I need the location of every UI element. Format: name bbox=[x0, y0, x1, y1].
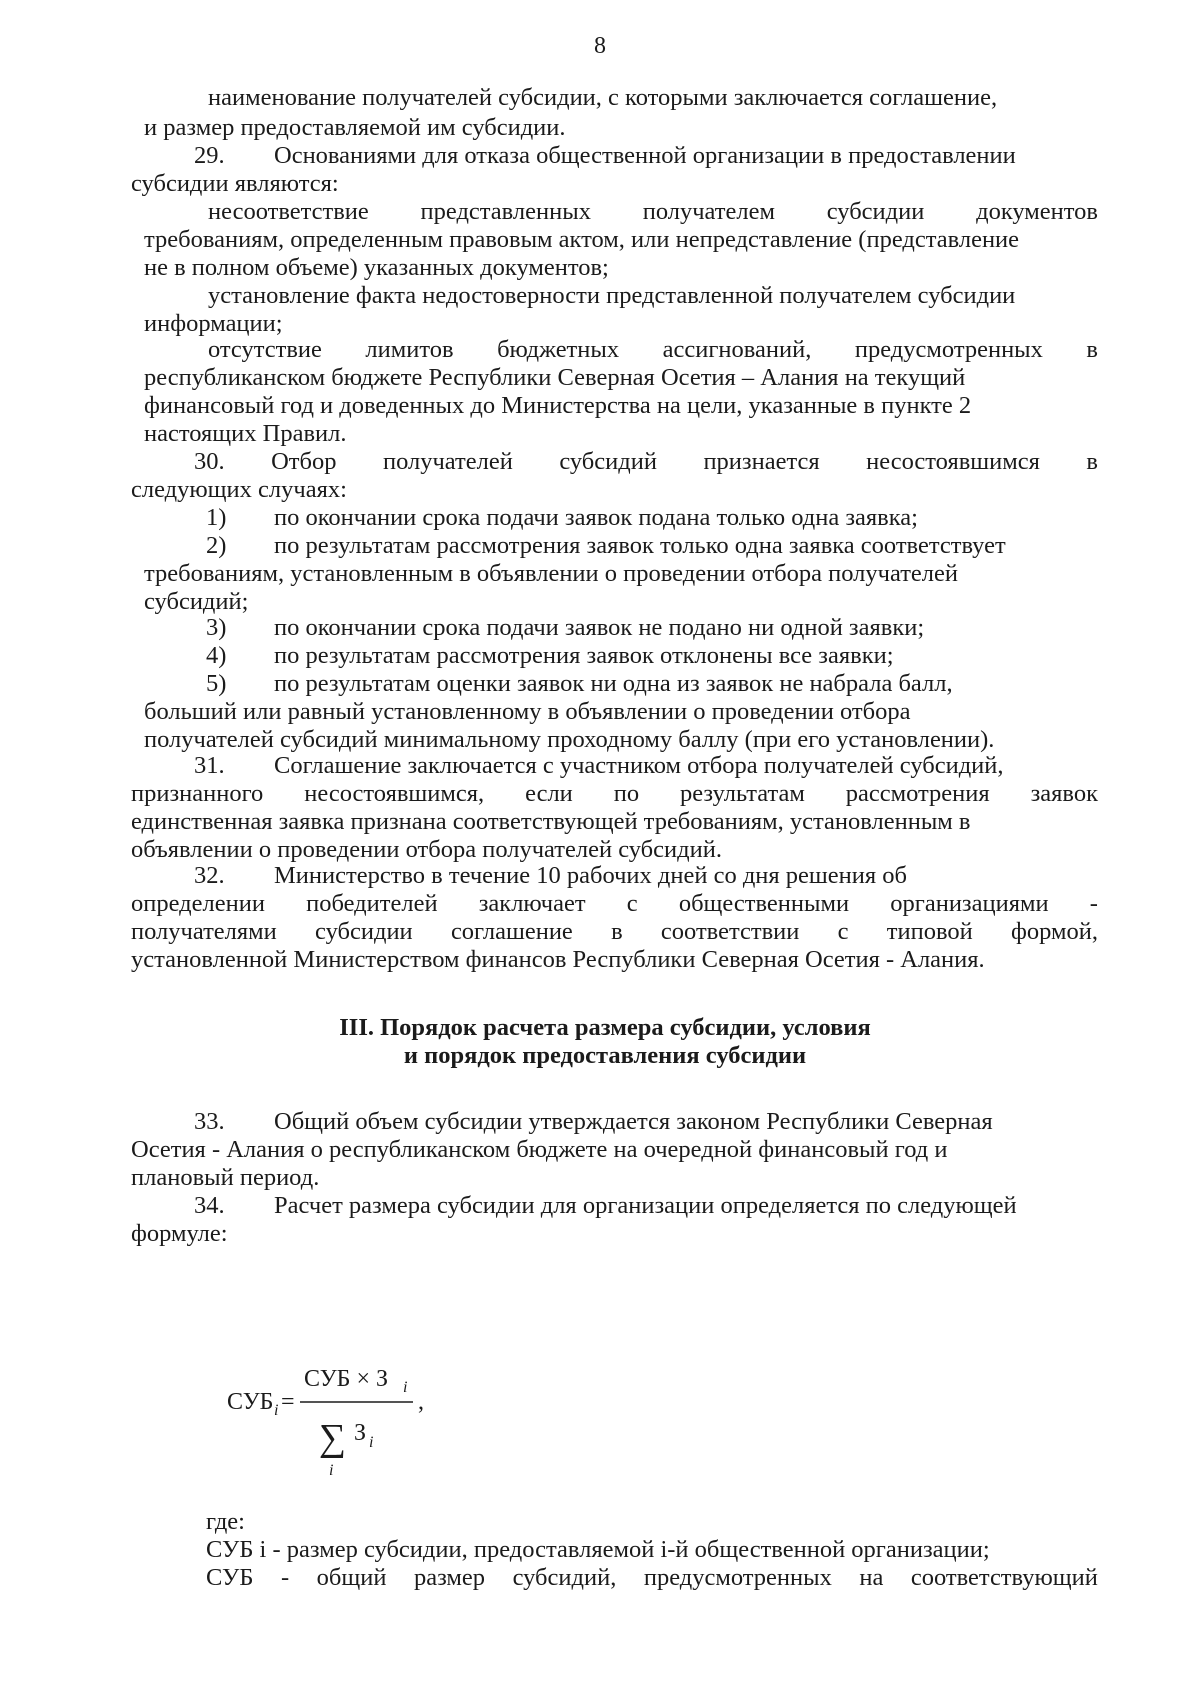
text-line: субсидии являются: bbox=[131, 170, 339, 197]
text-line: не в полном объеме) указанных документов; bbox=[144, 254, 609, 281]
text-line: СУБ i - размер субсидии, предоставляемой i-й общественной организации; bbox=[206, 1536, 990, 1563]
word: рассмотрения bbox=[845, 780, 990, 807]
word: признается bbox=[703, 448, 820, 475]
text-line: следующих случаях: bbox=[131, 476, 347, 503]
word: заявок bbox=[1030, 780, 1098, 807]
formula-numerator-sub: i bbox=[403, 1379, 408, 1396]
formula-lhs: СУБ bbox=[227, 1389, 274, 1415]
justified-line bbox=[131, 889, 1098, 919]
text-line: и размер предоставляемой им субсидии. bbox=[144, 114, 566, 141]
word: предусмотренных bbox=[854, 336, 1043, 363]
text-line: Соглашение заключается с участником отбора получателей субсидий, bbox=[274, 752, 1004, 779]
word: результатам bbox=[679, 780, 805, 807]
text-line: требованиям, установленным в объявлении о проведении отбора получателей bbox=[144, 560, 959, 587]
text-line: где: bbox=[206, 1508, 245, 1535]
word: СУБ bbox=[206, 1564, 254, 1591]
item-number: 31. bbox=[194, 752, 225, 779]
text-line: установление факта недостоверности представленной получателем субсидии bbox=[208, 282, 1016, 309]
word: победителей bbox=[306, 890, 438, 917]
text-line: получателей субсидий минимальному проходному баллу (при его установлении). bbox=[144, 726, 995, 753]
text-line: объявлении о проведении отбора получателей субсидий. bbox=[131, 836, 722, 863]
formula-denominator-sub: i bbox=[369, 1434, 374, 1451]
word: лимитов bbox=[365, 336, 454, 363]
text-line: субсидий; bbox=[144, 588, 249, 615]
formula-numerator: СУБ × З bbox=[304, 1366, 389, 1392]
text-line: плановый период. bbox=[131, 1164, 320, 1191]
word: размер bbox=[413, 1564, 486, 1591]
word: организациями bbox=[890, 890, 1049, 917]
item-number: 29. bbox=[194, 142, 225, 169]
word: с bbox=[837, 918, 849, 945]
text-line: больший или равный установленному в объявлении о проведении отбора bbox=[144, 698, 911, 725]
word: в bbox=[1086, 448, 1098, 475]
justified-line bbox=[208, 335, 1098, 365]
item-number: 32. bbox=[194, 862, 225, 889]
word: предусмотренных bbox=[643, 1564, 832, 1591]
word: типовой bbox=[886, 918, 973, 945]
text-line: Министерство в течение 10 рабочих дней со дня решения об bbox=[274, 862, 908, 889]
page-number: 8 bbox=[594, 33, 606, 59]
item-number: 1) bbox=[206, 504, 227, 531]
sigma-sub: i bbox=[329, 1462, 334, 1479]
section-heading: и порядок предоставления субсидии bbox=[403, 1042, 807, 1069]
text-line: по окончании срока подачи заявок подана только одна заявка; bbox=[274, 504, 918, 531]
item-number: 2) bbox=[206, 532, 227, 559]
word: ассигнований, bbox=[662, 336, 812, 363]
formula-eq: = bbox=[281, 1389, 295, 1415]
text-line: единственная заявка признана соответствующей требованиям, установленным в bbox=[131, 808, 971, 835]
word: получателей bbox=[382, 448, 513, 475]
word: представленных bbox=[420, 198, 591, 225]
formula-denominator: З bbox=[354, 1420, 367, 1446]
word: формой, bbox=[1010, 918, 1098, 945]
text-line: по результатам оценки заявок ни одна из заявок не набрала балл, bbox=[274, 670, 953, 697]
word: получателем bbox=[642, 198, 775, 225]
word: субсидий bbox=[559, 448, 657, 475]
word: несоответствие bbox=[208, 198, 369, 225]
text-line: по результатам рассмотрения заявок только одна заявка соответствует bbox=[274, 532, 1006, 559]
justified-line bbox=[208, 197, 1098, 227]
formula-comma: , bbox=[418, 1389, 424, 1415]
text-line: Расчет размера субсидии для организации определяется по следующей bbox=[274, 1192, 1017, 1219]
formula-lhs-sub: i bbox=[274, 1402, 279, 1419]
text-line: требованиям, определенным правовым актом, или непредставление (представление bbox=[144, 226, 1020, 253]
word: - bbox=[1089, 890, 1098, 917]
word: определении bbox=[131, 890, 265, 917]
word: в bbox=[611, 918, 623, 945]
item-number: 3) bbox=[206, 614, 227, 641]
text-line: по результатам рассмотрения заявок отклонены все заявки; bbox=[274, 642, 894, 669]
word: соответствующий bbox=[910, 1564, 1098, 1591]
text-line: установленной Министерством финансов Республики Северная Осетия - Алания. bbox=[131, 946, 985, 973]
sigma-symbol: ∑ bbox=[319, 1417, 347, 1459]
text-line: финансовый год и доведенных до Министерства на цели, указанные в пункте 2 bbox=[144, 392, 972, 419]
justified-line bbox=[131, 779, 1098, 809]
section-heading: III. Порядок расчета размера субсидии, условия bbox=[339, 1014, 871, 1041]
word: общественными bbox=[678, 890, 850, 917]
word: если bbox=[525, 780, 573, 807]
word: соответствии bbox=[660, 918, 800, 945]
item-number: 34. bbox=[194, 1192, 225, 1219]
word: в bbox=[1086, 336, 1098, 363]
item-number: 30. bbox=[194, 448, 225, 475]
item-number: 5) bbox=[206, 670, 227, 697]
word: заключает bbox=[478, 890, 586, 917]
subsidy-formula bbox=[227, 1360, 487, 1480]
text-line: наименование получателей субсидии, с которыми заключается соглашение, bbox=[208, 84, 998, 111]
text-line: настоящих Правил. bbox=[144, 420, 347, 447]
word: с bbox=[626, 890, 638, 917]
word: Отбор bbox=[271, 448, 337, 475]
word: на bbox=[859, 1564, 884, 1591]
text-line: Общий объем субсидии утверждается законом Республики Северная bbox=[274, 1108, 993, 1135]
word: - bbox=[280, 1564, 290, 1591]
word: общий bbox=[316, 1564, 387, 1591]
text-line: информации; bbox=[144, 310, 283, 337]
word: документов bbox=[976, 198, 1098, 225]
text-line: Осетия - Алания о республиканском бюджете на очередной финансовый год и bbox=[131, 1136, 948, 1163]
word: по bbox=[613, 780, 640, 807]
word: субсидий, bbox=[512, 1564, 617, 1591]
word: субсидии bbox=[315, 918, 413, 945]
word: субсидии bbox=[826, 198, 925, 225]
item-number: 4) bbox=[206, 642, 227, 669]
text-line: по окончании срока подачи заявок не подано ни одной заявки; bbox=[274, 614, 925, 641]
justified-line bbox=[194, 447, 1098, 477]
text-line: Основаниями для отказа общественной организации в предоставлении bbox=[274, 142, 1016, 169]
text-line: республиканском бюджете Республики Северная Осетия – Алания на текущий bbox=[144, 364, 966, 391]
word: несостоявшимся, bbox=[304, 780, 485, 807]
text-line: формуле: bbox=[131, 1220, 228, 1247]
justified-line bbox=[131, 917, 1098, 947]
word: соглашение bbox=[450, 918, 573, 945]
word: отсутствие bbox=[208, 336, 322, 363]
word: бюджетных bbox=[497, 336, 620, 363]
item-number: 33. bbox=[194, 1108, 225, 1135]
word: несостоявшимся bbox=[866, 448, 1040, 475]
justified-line bbox=[206, 1563, 1098, 1593]
word: получателями bbox=[131, 918, 277, 945]
word: признанного bbox=[131, 780, 264, 807]
